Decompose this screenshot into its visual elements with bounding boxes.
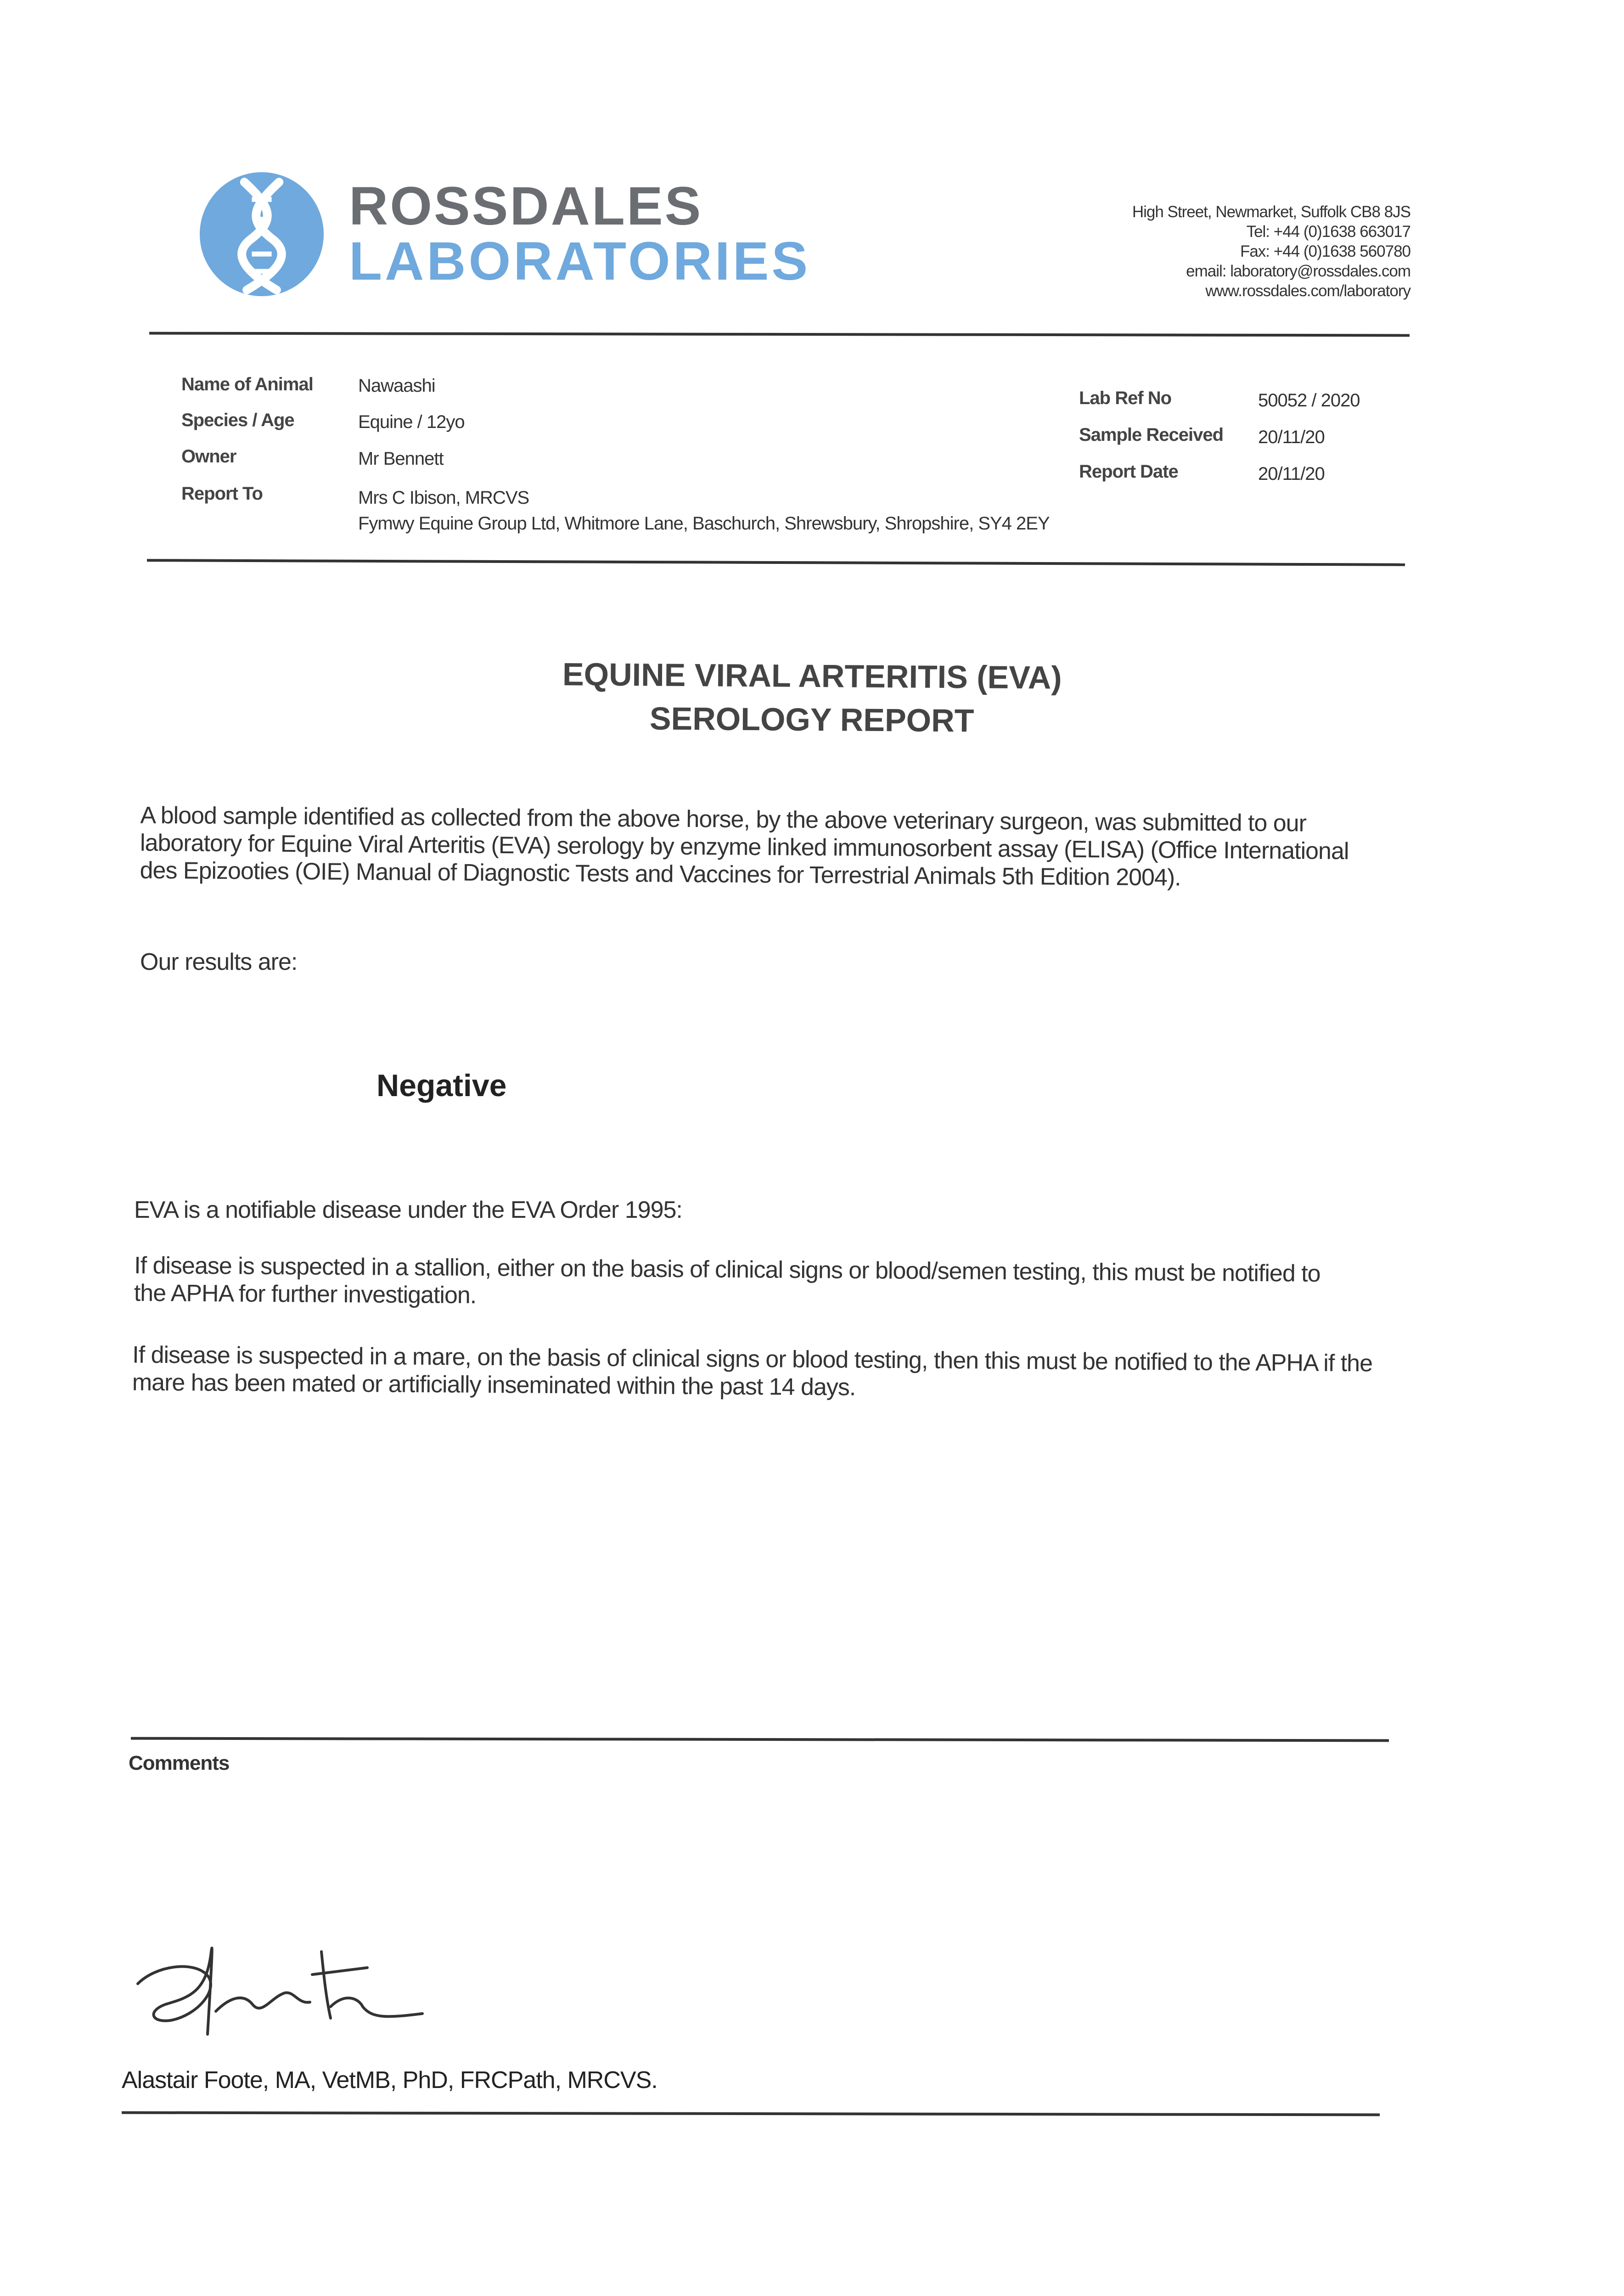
report-to-address: Fymwy Equine Group Ltd, Whitmore Lane, Baschurch, Shrewsbury, Shropshire, SY4 2EY xyxy=(358,513,1050,534)
dna-helix-icon xyxy=(200,172,324,296)
brand-name-line2: LABORATORIES xyxy=(349,231,811,292)
mare-note: If disease is suspected in a mare, on the basis of clinical signs or blood testing, then this must be notified to the APHA if the mare has been mated or artificially inseminated within the past 14 days. xyxy=(132,1341,1373,1401)
intro-paragraph: A blood sample identified as collected from the above horse, by the above veterinary surgeon, was submitted to our laboratory for Equine Viral Arteritis (EVA) serology by enzyme linked immunosorbent assay (ELISA) (Office International des Epizooties (OIE) Manual of Diagnostic Tests and Vaccines for Terrestrial Animals 5th Edition 2004). xyxy=(140,802,1349,891)
sample-received-label: Sample Received xyxy=(1079,425,1224,445)
footer-divider xyxy=(122,2111,1380,2116)
website: www.rossdales.com/laboratory xyxy=(1205,282,1410,300)
address: High Street, Newmarket, Suffolk CB8 8JS xyxy=(1132,203,1410,221)
signer-name: Alastair Foote, MA, VetMB, PhD, FRCPath, MRCVS. xyxy=(122,2067,657,2093)
animal-label: Name of Animal xyxy=(181,374,313,394)
sample-received-value: 20/11/20 xyxy=(1258,427,1325,447)
report-title-line1: EQUINE VIRAL ARTERITIS (EVA) xyxy=(562,656,1062,696)
test-result: Negative xyxy=(376,1068,507,1103)
species-label: Species / Age xyxy=(181,410,294,430)
details-divider xyxy=(147,559,1405,566)
signature xyxy=(129,1924,459,2043)
lab-ref-value: 50052 / 2020 xyxy=(1258,390,1360,411)
comments-label: Comments xyxy=(129,1752,230,1774)
report-title xyxy=(0,649,1624,748)
telephone: Tel: +44 (0)1638 663017 xyxy=(1246,223,1410,241)
brand-name-line1: ROSSDALES xyxy=(349,176,703,236)
owner-label: Owner xyxy=(181,446,236,467)
lab-ref-label: Lab Ref No xyxy=(1079,388,1172,408)
fax: Fax: +44 (0)1638 560780 xyxy=(1240,242,1410,260)
report-to-value: Mrs C Ibison, MRCVS xyxy=(358,488,529,508)
report-to-label: Report To xyxy=(181,484,263,504)
species-value: Equine / 12yo xyxy=(358,412,465,432)
stallion-note: If disease is suspected in a stallion, either on the basis of clinical signs or blood/semen testing, this must be notified to the APHA for further investigation. xyxy=(134,1252,1321,1309)
results-intro: Our results are: xyxy=(140,949,298,975)
comments-divider xyxy=(131,1737,1389,1742)
notifiable-statement: EVA is a notifiable disease under the EVA Order 1995: xyxy=(134,1197,682,1223)
report-title-line2: SEROLOGY REPORT xyxy=(649,700,974,739)
header-divider xyxy=(149,332,1410,337)
report-date-value: 20/11/20 xyxy=(1258,464,1325,484)
report-date-label: Report Date xyxy=(1079,461,1178,482)
email: email: laboratory@rossdales.com xyxy=(1186,262,1410,280)
owner-value: Mr Bennett xyxy=(358,449,444,469)
animal-value: Nawaashi xyxy=(358,376,435,396)
contact-block xyxy=(1132,202,1410,301)
